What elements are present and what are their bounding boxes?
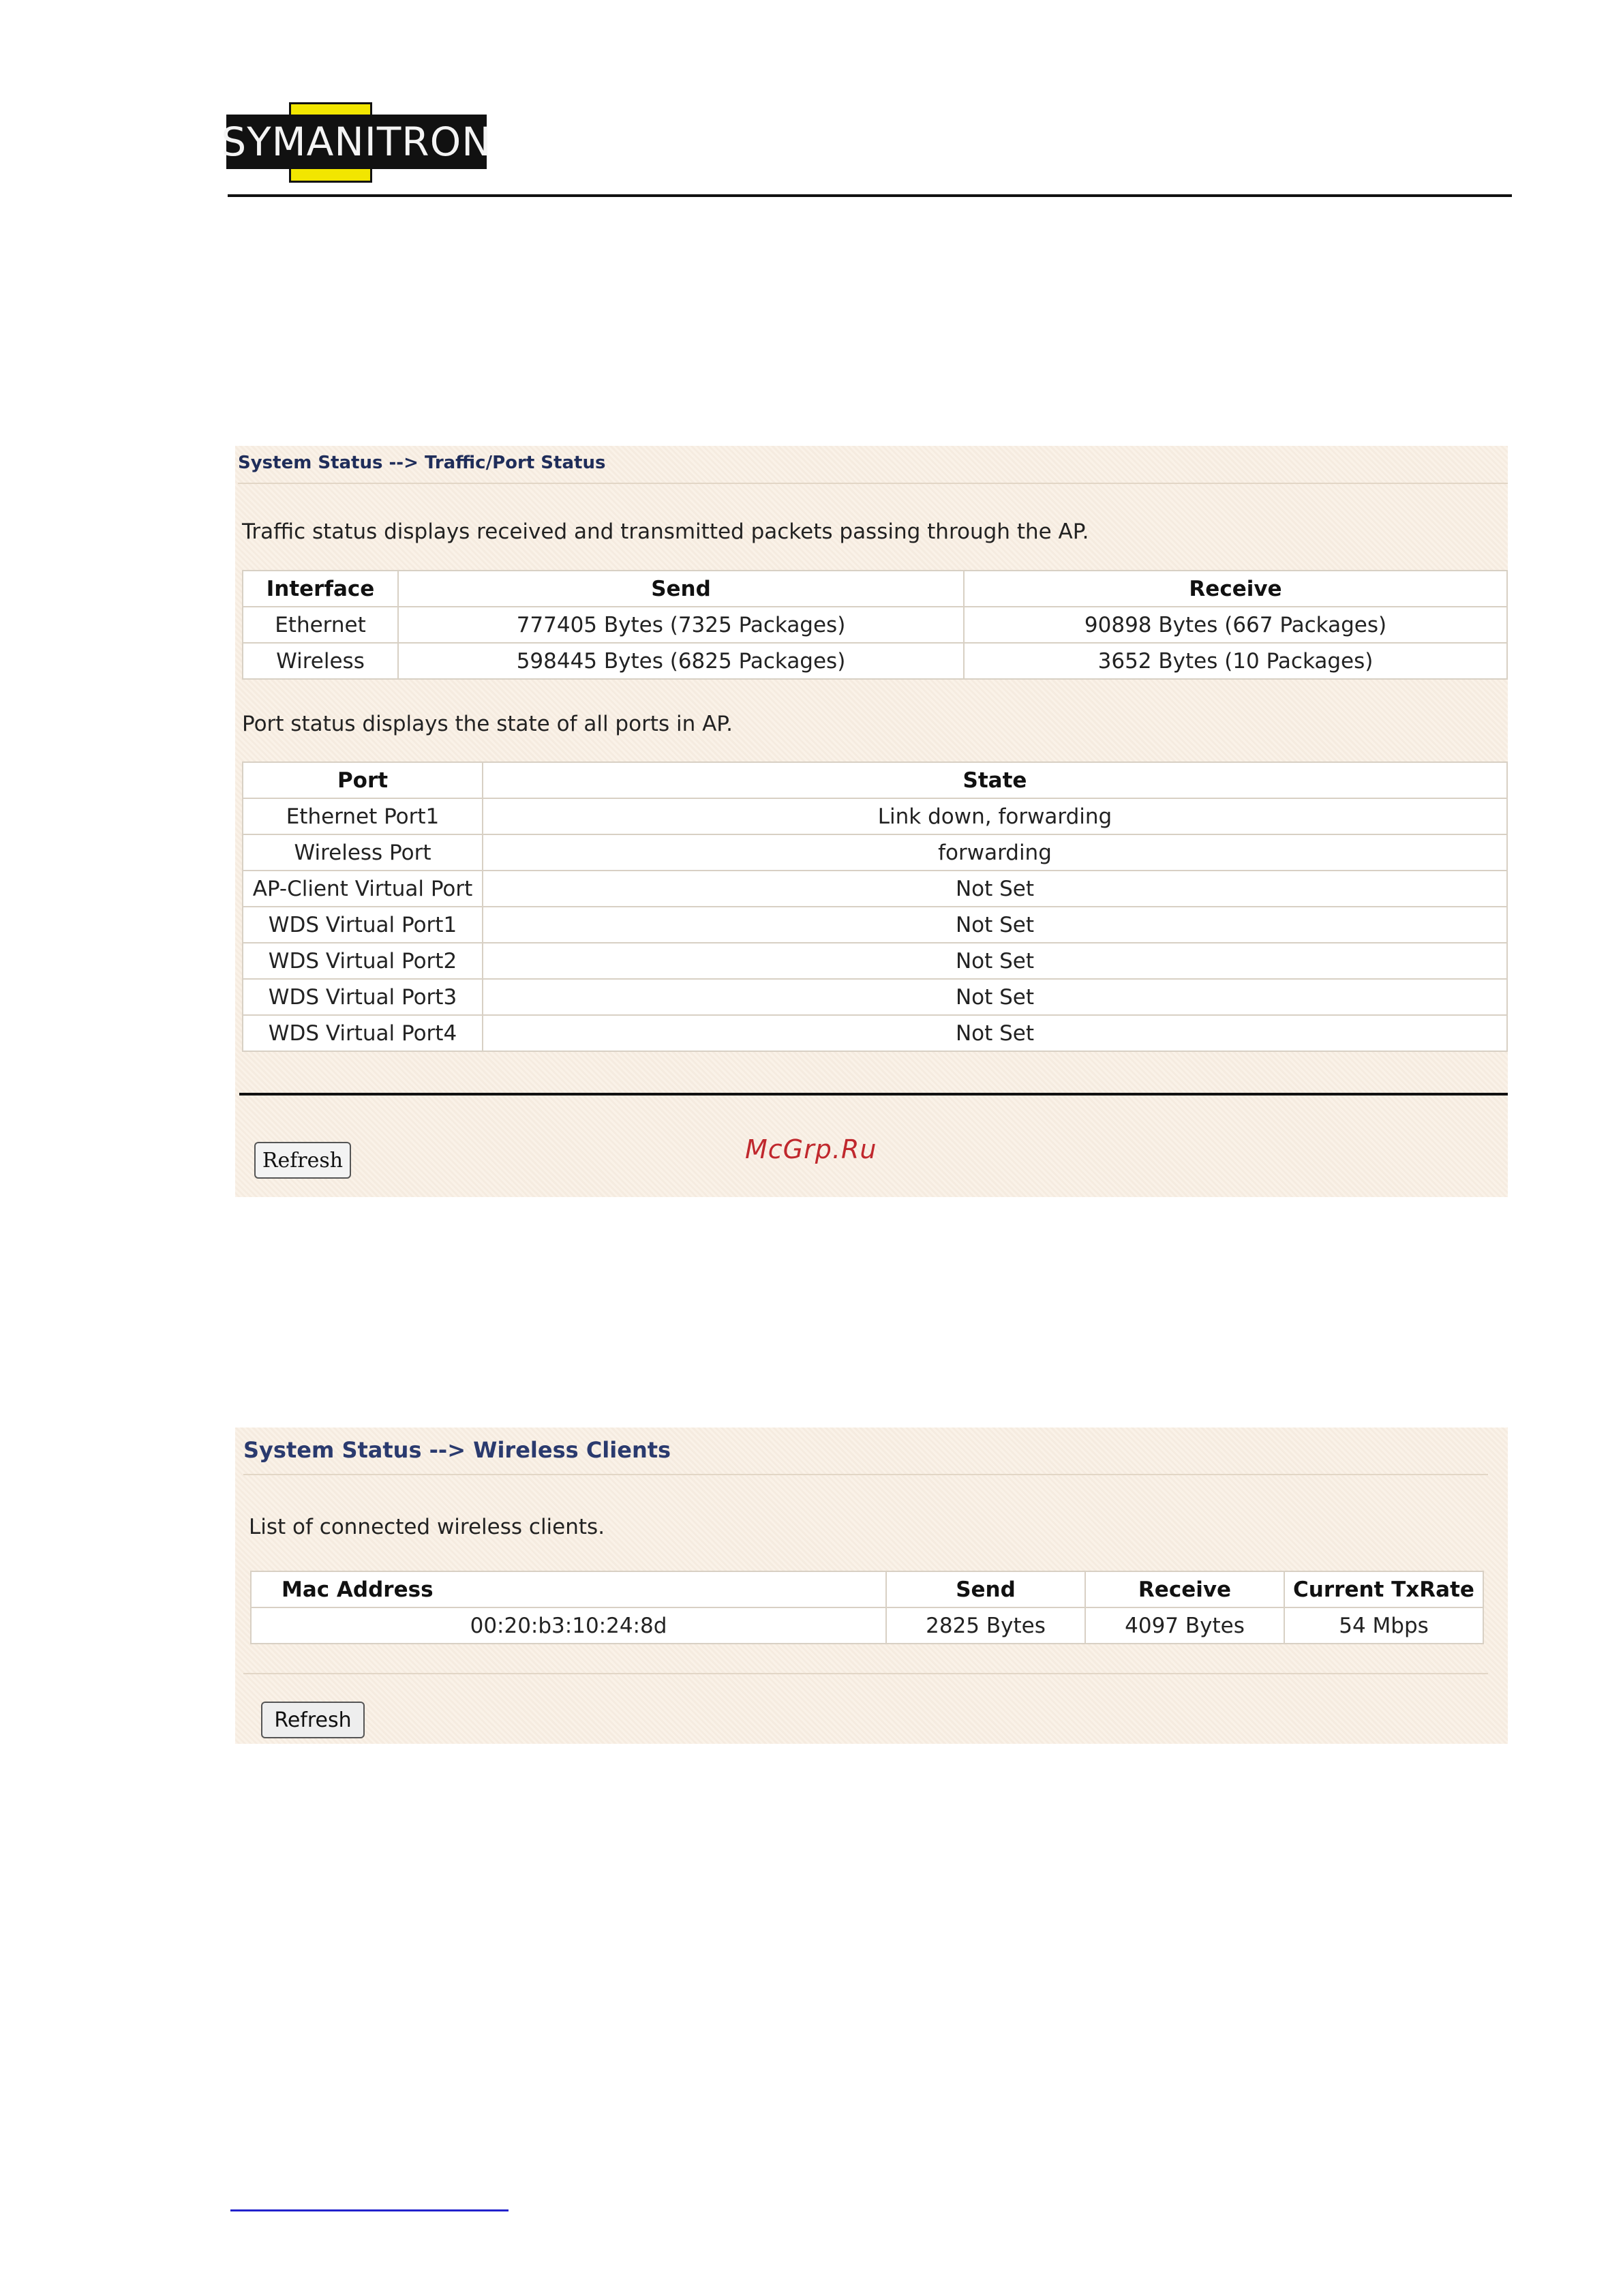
logo-text-bar xyxy=(221,115,492,169)
header-divider xyxy=(228,194,1512,197)
footer-link-underline[interactable] xyxy=(230,2209,509,2211)
refresh-button[interactable]: Refresh xyxy=(254,1142,351,1179)
symanitron-logo xyxy=(221,102,492,183)
table-cell: Wireless xyxy=(243,643,398,679)
traffic-table xyxy=(242,570,1508,680)
port-description: Port status displays the state of all ports in AP. xyxy=(242,712,733,736)
traffic-port-status-panel xyxy=(235,446,1508,1197)
table-row xyxy=(243,798,1507,834)
table-row xyxy=(243,643,1507,679)
table-row xyxy=(243,1015,1507,1051)
table-cell: 777405 Bytes (7325 Packages) xyxy=(398,607,964,643)
table-cell: Wireless Port xyxy=(243,834,483,871)
column-header: State xyxy=(483,762,1507,798)
table-cell: Not Set xyxy=(483,979,1507,1015)
table-row xyxy=(243,943,1507,979)
traffic-description: Traffic status displays received and transmitted packets passing through the AP. xyxy=(242,519,1089,544)
column-header: Port xyxy=(243,762,483,798)
section-divider xyxy=(239,1093,1508,1096)
table-row xyxy=(243,607,1507,643)
column-header: Send xyxy=(398,571,964,607)
section-divider xyxy=(243,1673,1488,1674)
table-cell: 598445 Bytes (6825 Packages) xyxy=(398,643,964,679)
table-cell: 4097 Bytes xyxy=(1085,1607,1284,1644)
table-cell: WDS Virtual Port3 xyxy=(243,979,483,1015)
table-cell: forwarding xyxy=(483,834,1507,871)
column-header: Receive xyxy=(964,571,1507,607)
table-cell: Not Set xyxy=(483,907,1507,943)
column-header: Interface xyxy=(243,571,398,607)
table-cell: WDS Virtual Port4 xyxy=(243,1015,483,1051)
column-header: Receive xyxy=(1085,1571,1284,1607)
title-divider xyxy=(238,483,1508,484)
logo-text: SYMANITRON xyxy=(221,119,492,165)
table-cell: Ethernet Port1 xyxy=(243,798,483,834)
table-cell: 54 Mbps xyxy=(1284,1607,1483,1644)
watermark: McGrp.Ru xyxy=(745,1134,877,1164)
column-header: Current TxRate xyxy=(1284,1571,1483,1607)
table-cell: Not Set xyxy=(483,871,1507,907)
wireless-clients-panel xyxy=(235,1428,1508,1744)
table-header-row xyxy=(243,571,1507,607)
table-row xyxy=(243,834,1507,871)
table-cell: 00:20:b3:10:24:8d xyxy=(251,1607,886,1644)
table-cell: Not Set xyxy=(483,1015,1507,1051)
table-cell: 3652 Bytes (10 Packages) xyxy=(964,643,1507,679)
clients-description: List of connected wireless clients. xyxy=(249,1515,605,1539)
table-cell: Not Set xyxy=(483,943,1507,979)
table-header-row xyxy=(251,1571,1483,1607)
table-header-row xyxy=(243,762,1507,798)
page-title: System Status --> Wireless Clients xyxy=(243,1437,671,1463)
column-header: Send xyxy=(886,1571,1085,1607)
wireless-clients-table xyxy=(250,1571,1484,1644)
table-cell: Ethernet xyxy=(243,607,398,643)
table-cell: AP-Client Virtual Port xyxy=(243,871,483,907)
table-row xyxy=(243,907,1507,943)
refresh-button[interactable]: Refresh xyxy=(261,1702,365,1738)
table-row xyxy=(243,979,1507,1015)
table-cell: WDS Virtual Port1 xyxy=(243,907,483,943)
table-cell: 2825 Bytes xyxy=(886,1607,1085,1644)
title-divider xyxy=(243,1474,1488,1475)
page-title: System Status --> Traffic/Port Status xyxy=(238,453,606,473)
port-table xyxy=(242,761,1508,1052)
table-row xyxy=(251,1607,1483,1644)
table-row xyxy=(243,871,1507,907)
table-cell: WDS Virtual Port2 xyxy=(243,943,483,979)
table-cell: 90898 Bytes (667 Packages) xyxy=(964,607,1507,643)
table-cell: Link down, forwarding xyxy=(483,798,1507,834)
column-header: Mac Address xyxy=(251,1571,886,1607)
